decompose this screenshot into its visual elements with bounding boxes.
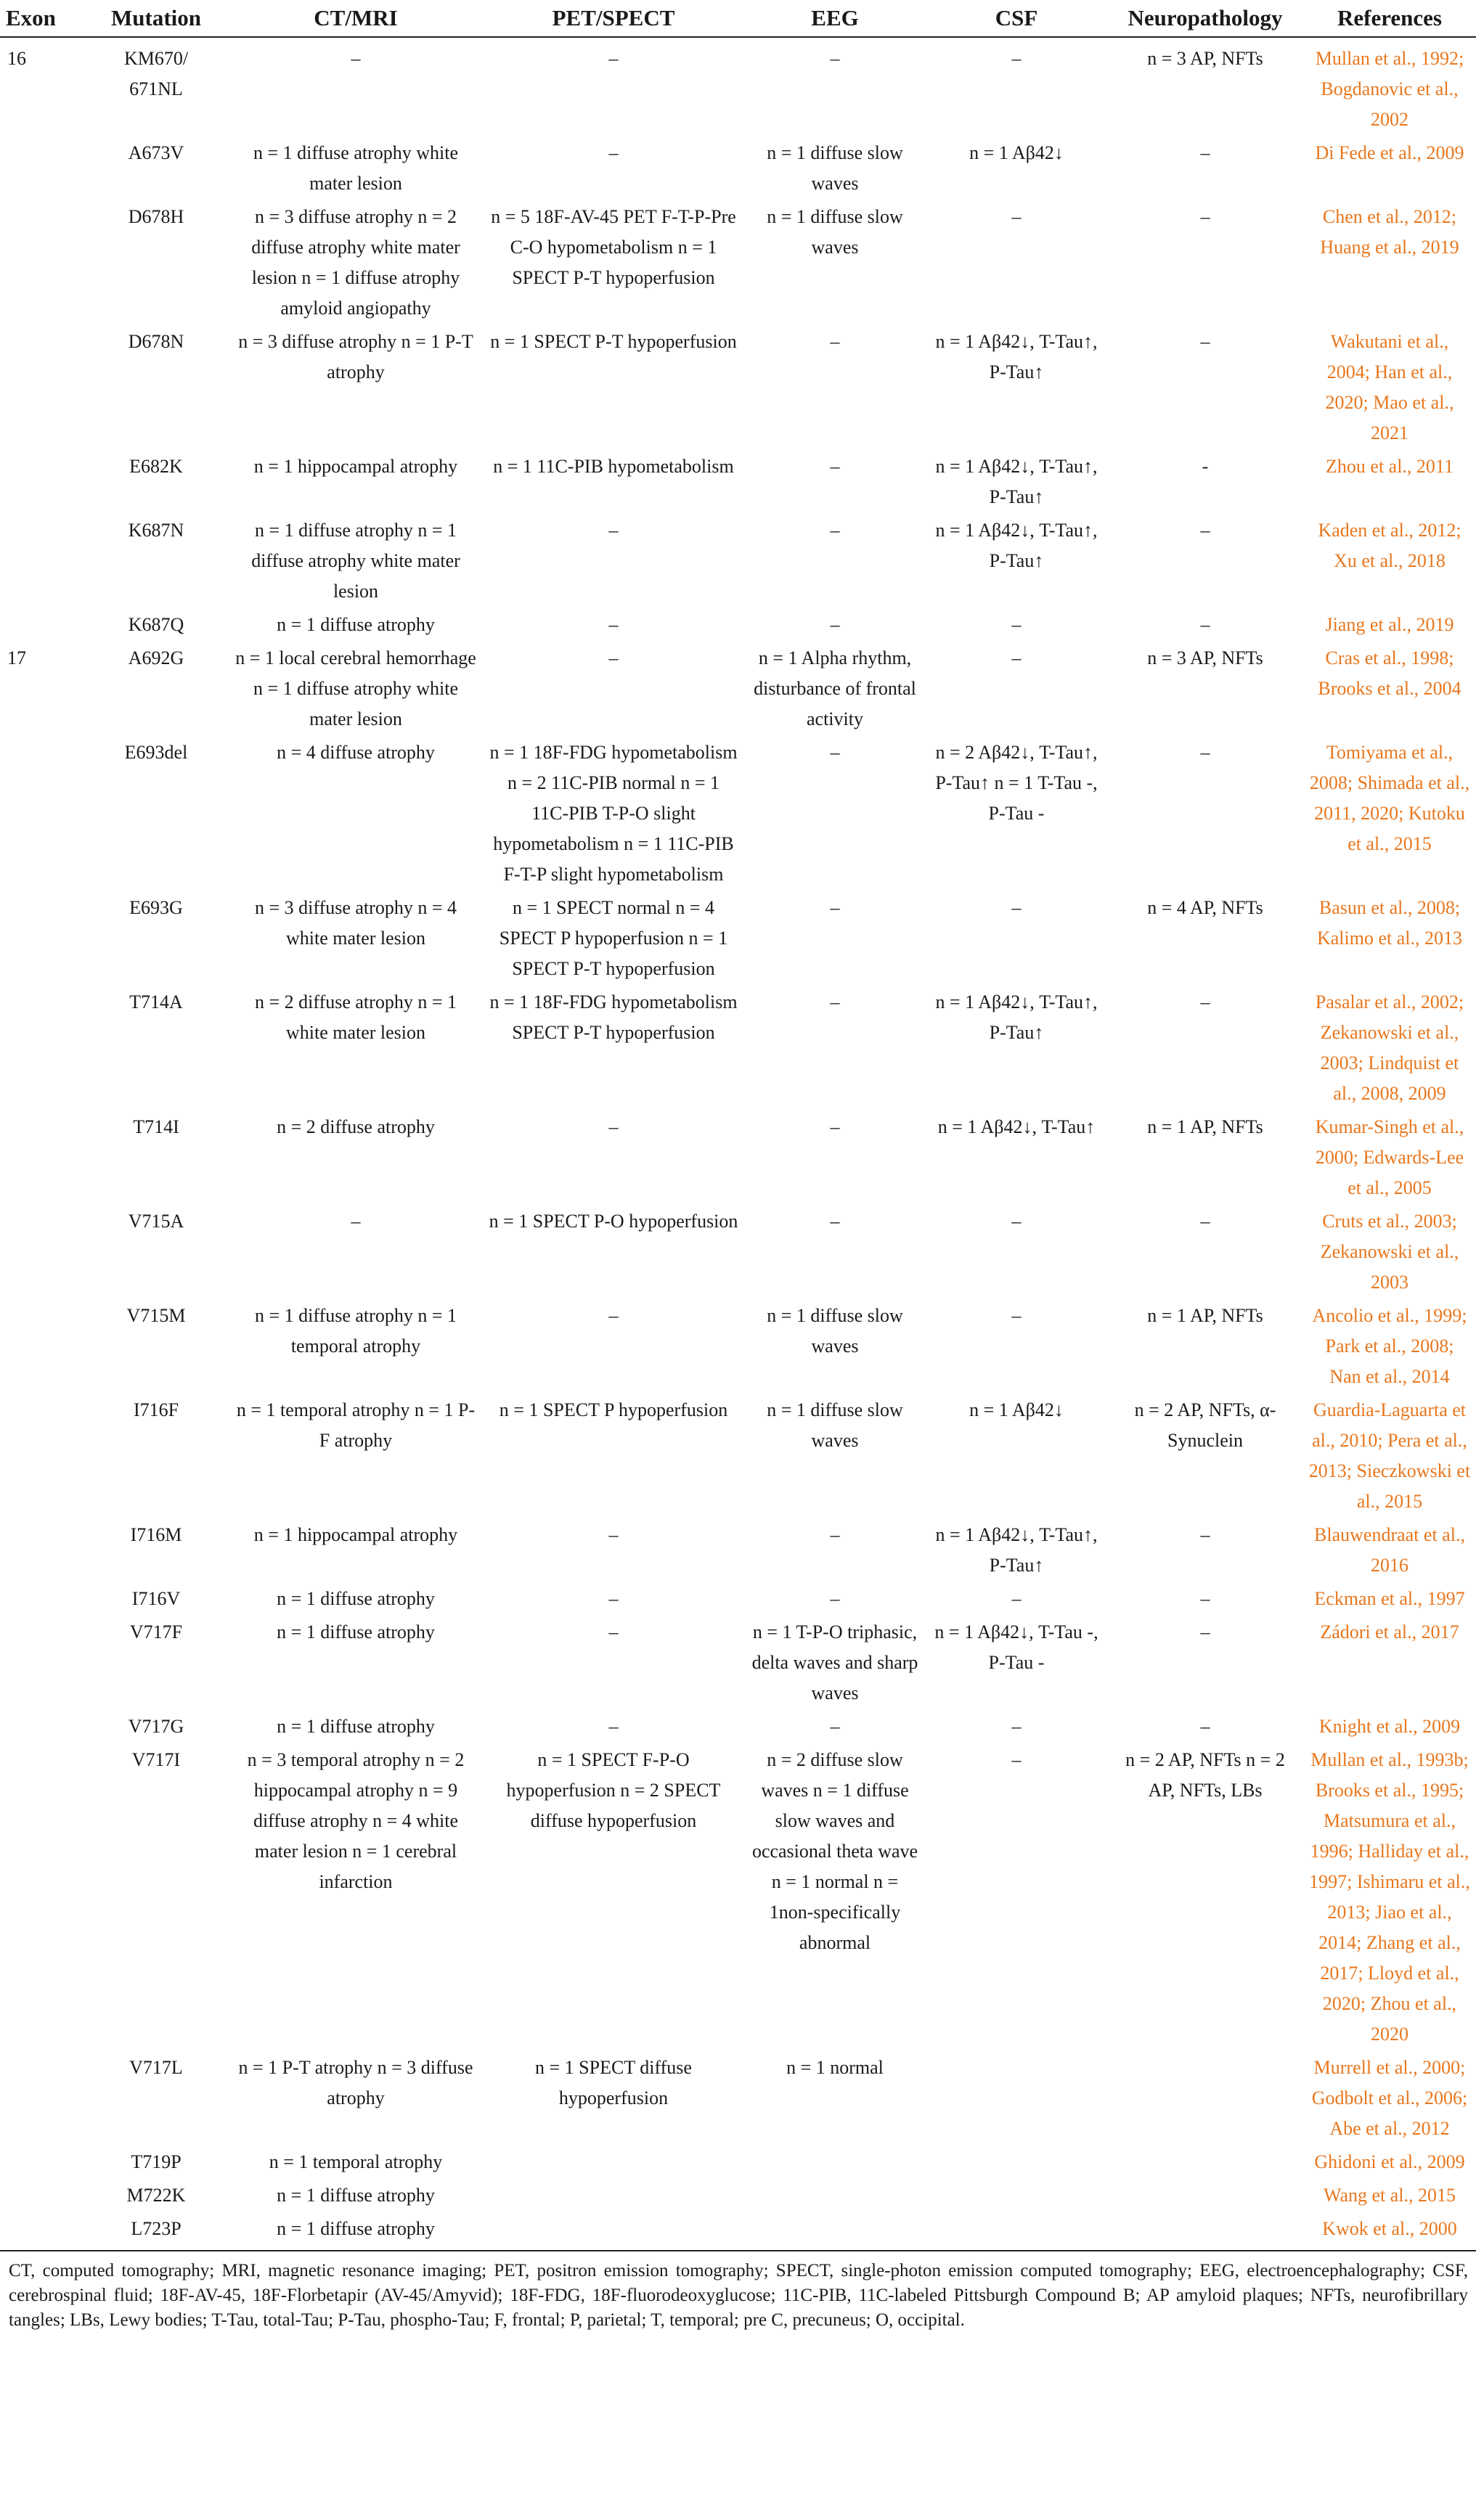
csf-cell: – [1011,1305,1022,1326]
exon-cell [0,2051,83,2145]
references-cell[interactable]: Zhou et al., 2011 [1326,456,1453,477]
mutation-cell: V715A [128,1211,184,1232]
table-body [0,37,1476,2246]
footnote-rule [0,2250,1476,2251]
pet-spect-cell: n = 1 SPECT P-O hypoperfusion [489,1211,738,1232]
csf-cell [926,2145,1107,2179]
header-ct-mri: CT/MRI [229,0,483,37]
header-pet-spect: PET/SPECT [483,0,744,37]
neuropathology-cell [1107,2179,1303,2212]
pet-spect-cell: – [608,48,619,69]
ct-mri-cell: n = 4 diffuse atrophy [277,742,435,763]
references-cell[interactable]: Mullan et al., 1992; Bogdanovic et al., 2002 [1315,48,1464,130]
mutation-cell: I716F [133,1399,179,1420]
eeg-cell [744,2145,926,2179]
mutation-cell: E693del [124,742,188,763]
pet-spect-cell: – [608,1621,619,1642]
references-cell[interactable]: Di Fede et al., 2009 [1315,142,1464,163]
exon-cell [0,2212,83,2246]
neuropathology-cell: – [1200,206,1210,227]
table-row [0,891,1476,986]
references-cell[interactable]: Kumar-Singh et al., 2000; Edwards-Lee et al., 2005 [1315,1116,1464,1198]
csf-cell [926,2212,1107,2246]
ct-mri-cell: n = 1 P-T atrophy n = 3 diffuse atrophy [238,2057,473,2108]
neuropathology-cell: – [1200,991,1210,1012]
ct-mri-cell: n = 1 diffuse atrophy n = 1 temporal atrophy [255,1305,457,1357]
pet-spect-cell [483,2212,744,2246]
header-csf: CSF [926,0,1107,37]
neuropathology-cell: – [1200,1716,1210,1737]
eeg-cell: – [830,1524,840,1545]
ct-mri-cell: n = 2 diffuse atrophy n = 1 white mater lesion [255,991,457,1043]
exon-cell [0,325,83,450]
pet-spect-cell: – [608,647,619,668]
exon-cell [0,1299,83,1394]
eeg-cell: n = 1 diffuse slow waves [767,142,903,194]
pet-spect-cell: – [608,1524,619,1545]
csf-cell: n = 1 Aβ42↓, T-Tau↑, P-Tau↑ [935,520,1098,571]
references-cell[interactable]: Blauwendraat et al., 2016 [1314,1524,1465,1576]
header-references: References [1303,0,1476,37]
exon-cell [0,608,83,642]
eeg-cell: – [830,1211,840,1232]
neuropathology-cell: n = 3 AP, NFTs [1147,48,1263,69]
pet-spect-cell: n = 1 SPECT diffuse hypoperfusion [535,2057,692,2108]
ct-mri-cell: n = 3 diffuse atrophy n = 1 P-T atrophy [238,331,473,382]
mutation-cell: V717L [129,2057,183,2078]
csf-cell: – [1011,897,1022,918]
exon-cell [0,2179,83,2212]
neuropathology-cell: n = 4 AP, NFTs [1147,897,1263,918]
mutation-cell: A692G [128,647,184,668]
eeg-cell: – [830,991,840,1012]
ct-mri-cell: n = 2 diffuse atrophy [277,1116,435,1137]
header-eeg: EEG [744,0,926,37]
exon-cell [0,1394,83,1518]
references-cell[interactable]: Zádori et al., 2017 [1320,1621,1459,1642]
pet-spect-cell: n = 1 11C-PIB hypometabolism [493,456,734,477]
neuropathology-cell: n = 3 AP, NFTs [1147,647,1263,668]
exon-cell: 17 [7,647,26,668]
pet-spect-cell: n = 1 SPECT P hypoperfusion [499,1399,728,1420]
mutation-cell: T714A [129,991,183,1012]
exon-cell [0,1616,83,1710]
exon-cell [0,200,83,325]
pet-spect-cell [483,2145,744,2179]
ct-mri-cell: n = 1 diffuse atrophy [277,1588,435,1609]
ct-mri-cell: n = 1 diffuse atrophy [277,2185,435,2206]
eeg-cell: – [830,1116,840,1137]
table-row [0,736,1476,891]
neuropathology-cell: – [1200,331,1210,352]
mutation-cell: V715M [126,1305,186,1326]
table-row [0,1582,1476,1616]
ct-mri-cell: n = 1 diffuse atrophy [277,614,435,635]
neuropathology-cell: – [1200,1524,1210,1545]
pet-spect-cell: n = 1 18F-FDG hypometabolism SPECT P-T hypoperfusion [489,991,738,1043]
eeg-cell [744,2212,926,2246]
mutation-cell: K687Q [128,614,184,635]
table-row [0,37,1476,136]
table-row [0,642,1476,736]
neuropathology-cell: - [1202,456,1209,477]
eeg-cell: – [830,456,840,477]
header-neuropathology: Neuropathology [1107,0,1303,37]
neuropathology-cell: n = 1 AP, NFTs [1147,1116,1263,1137]
references-cell[interactable]: Cruts et al., 2003; Zekanowski et al., 2003 [1320,1211,1459,1293]
csf-cell: n = 1 Aβ42↓ [969,142,1064,163]
exon-cell [0,1205,83,1299]
pet-spect-cell: – [608,1116,619,1137]
csf-cell: – [1011,1716,1022,1737]
eeg-cell: n = 1 Alpha rhythm, disturbance of frontal activity [754,647,916,729]
references-cell[interactable]: Tomiyama et al., 2008; Shimada et al., 2011, 2020; Kutoku et al., 2015 [1309,742,1470,854]
mutation-cell: KM670/ 671NL [123,48,189,99]
csf-cell: n = 1 Aβ42↓, T-Tau -, P-Tau - [934,1621,1098,1673]
eeg-cell: n = 1 diffuse slow waves [767,206,903,258]
references-cell[interactable]: Kaden et al., 2012; Xu et al., 2018 [1318,520,1461,571]
header-exon: Exon [0,0,83,37]
table-row [0,1394,1476,1518]
pet-spect-cell: – [608,1305,619,1326]
eeg-cell: n = 2 diffuse slow waves n = 1 diffuse slow waves and occasional theta wave n = 1 normal n = 1non-specifically abnormal [751,1749,918,1953]
neuropathology-cell: – [1200,1621,1210,1642]
pet-spect-cell: – [608,614,619,635]
neuropathology-cell: – [1200,1588,1210,1609]
csf-cell: n = 1 Aβ42↓, T-Tau↑, P-Tau↑ [935,331,1098,382]
mutation-cell: M722K [126,2185,186,2206]
references-cell[interactable]: Eckman et al., 1997 [1314,1588,1465,1609]
header-mutation: Mutation [83,0,229,37]
references-cell[interactable]: Kwok et al., 2000 [1322,2218,1457,2239]
neuropathology-cell: – [1200,742,1210,763]
exon-cell [0,1582,83,1616]
table-row [0,514,1476,608]
csf-cell [926,2179,1107,2212]
neuropathology-cell: – [1200,1211,1210,1232]
pet-spect-cell: – [608,1588,619,1609]
csf-cell: n = 2 Aβ42↓, T-Tau↑, P-Tau↑ n = 1 T-Tau -, P-Tau - [935,742,1098,824]
exon-cell [0,1743,83,2051]
mutation-cell: A673V [128,142,184,163]
csf-cell: n = 1 Aβ42↓, T-Tau↑, P-Tau↑ [935,991,1098,1043]
pet-spect-cell: n = 1 SPECT P-T hypoperfusion [490,331,737,352]
eeg-cell: n = 1 normal [786,2057,884,2078]
ct-mri-cell: n = 1 temporal atrophy n = 1 P-F atrophy [236,1399,476,1451]
csf-cell: – [1011,1211,1022,1232]
pet-spect-cell: – [608,520,619,541]
mutation-cell: I716V [131,1588,181,1609]
csf-cell: – [1011,614,1022,635]
eeg-cell [744,2179,926,2212]
table-row [0,136,1476,200]
references-cell[interactable]: Wang et al., 2015 [1323,2185,1456,2206]
eeg-cell: n = 1 diffuse slow waves [767,1399,903,1451]
neuropathology-cell [1107,2212,1303,2246]
exon-cell [0,450,83,514]
eeg-cell: n = 1 T-P-O triphasic, delta waves and sharp waves [751,1621,918,1703]
table-row [0,450,1476,514]
references-cell[interactable]: Cras et al., 1998; Brooks et al., 2004 [1318,647,1461,699]
neuropathology-cell: – [1200,520,1210,541]
references-cell[interactable]: Ancolio et al., 1999; Park et al., 2008; Nan et al., 2014 [1312,1305,1467,1387]
ct-mri-cell: n = 3 diffuse atrophy n = 4 white mater lesion [255,897,457,949]
table-row [0,200,1476,325]
neuropathology-cell: n = 1 AP, NFTs [1147,1305,1263,1326]
ct-mri-cell: n = 1 temporal atrophy [269,2151,443,2172]
ct-mri-cell: n = 1 diffuse atrophy [277,1716,435,1737]
pet-spect-cell: – [608,1716,619,1737]
csf-cell: – [1011,647,1022,668]
ct-mri-cell: n = 1 hippocampal atrophy [253,1524,458,1545]
neuropathology-cell: – [1200,142,1210,163]
mutation-cell: E682K [129,456,183,477]
eeg-cell: – [830,331,840,352]
table-row [0,2051,1476,2145]
csf-cell: n = 1 Aβ42↓, T-Tau↑ [937,1116,1096,1137]
exon-cell [0,1518,83,1582]
mutation-cell: D678H [128,206,184,227]
neuropathology-cell: n = 2 AP, NFTs n = 2 AP, NFTs, LBs [1125,1749,1285,1801]
neuropathology-cell: n = 2 AP, NFTs, α-Synuclein [1134,1399,1276,1451]
eeg-cell: – [830,742,840,763]
mutation-cell: V717G [128,1716,184,1737]
references-cell[interactable]: Guardia-Laguarta et al., 2010; Pera et al., 2013; Sieczkowski et al., 2015 [1308,1399,1471,1512]
references-cell[interactable]: Knight et al., 2009 [1318,1716,1461,1737]
neuropathology-cell: – [1200,614,1210,635]
pet-spect-cell: n = 5 18F-AV-45 PET F-T-P-Pre C-O hypometabolism n = 1 SPECT P-T hypoperfusion [491,206,736,288]
ct-mri-cell: n = 1 diffuse atrophy white mater lesion [253,142,459,194]
table-row [0,2212,1476,2246]
csf-cell: – [1011,1749,1022,1770]
ct-mri-cell: n = 1 diffuse atrophy [277,2218,435,2239]
eeg-cell: – [830,1716,840,1737]
table-row [0,325,1476,450]
neuropathology-cell [1107,2051,1303,2145]
csf-cell: n = 1 Aβ42↓, T-Tau↑, P-Tau↑ [935,456,1098,507]
exon-cell [0,1710,83,1743]
csf-cell: – [1011,1588,1022,1609]
table-row [0,1518,1476,1582]
ct-mri-cell: n = 1 diffuse atrophy [277,1621,435,1642]
exon-cell [0,514,83,608]
csf-cell: n = 1 Aβ42↓, T-Tau↑, P-Tau↑ [935,1524,1098,1576]
eeg-cell: n = 1 diffuse slow waves [767,1305,903,1357]
pet-spect-cell: – [608,142,619,163]
table-row [0,1110,1476,1205]
exon-cell [0,986,83,1110]
table-row [0,1616,1476,1710]
mutation-cell: L723P [131,2218,182,2239]
references-cell[interactable]: Mullan et al., 1993b; Brooks et al., 1995; Matsumura et al., 1996; Halliday et al., 1997; Ishimaru et al., 2013; Jiao et al., 2014; Zhang et al., 2017; Lloyd et al., 2020; Zhou et al., 2020 [1309,1749,1470,2045]
eeg-cell: – [830,614,840,635]
references-cell[interactable]: Wakutani et al., 2004; Han et al., 2020; Mao et al., 2021 [1325,331,1454,443]
mutation-cell: T719P [131,2151,182,2172]
csf-cell [926,2051,1107,2145]
ct-mri-cell: n = 3 diffuse atrophy n = 2 diffuse atrophy white mater lesion n = 1 diffuse atrophy amyloid angiopathy [251,206,460,319]
eeg-cell: – [830,520,840,541]
header-row [0,0,1476,37]
eeg-cell: – [830,1588,840,1609]
table-row [0,986,1476,1110]
exon-cell: 16 [7,48,26,69]
neuropathology-cell [1107,2145,1303,2179]
mutation-cell: K687N [128,520,184,541]
references-cell[interactable]: Ghidoni et al., 2009 [1314,2151,1465,2172]
exon-cell [0,891,83,986]
table-row [0,608,1476,642]
table-row [0,2145,1476,2179]
table-row [0,1299,1476,1394]
eeg-cell: – [830,897,840,918]
csf-cell: – [1011,206,1022,227]
csf-cell: – [1011,48,1022,69]
pet-spect-cell: n = 1 SPECT F-P-O hypoperfusion n = 2 SPECT diffuse hypoperfusion [506,1749,721,1831]
references-cell[interactable]: Jiang et al., 2019 [1325,614,1454,635]
table-footnote: CT, computed tomography; MRI, magnetic resonance imaging; PET, positron emission tomography; SPECT, single-photon emission computed tomography; EEG, electroencephalography; CSF, cerebrospinal fluid; 18F-AV-45, 18F-Florbetapir (AV-45/Amyvid); 18F-FDG, 18F-fluorodeoxyglucose; 11C-PIB, 11C-labeled Pittsburgh Compound B; AP amyloid plaques; NFTs, neurofibrillary tangles; LBs, Lewy bodies; T-Tau, total-Tau; P-Tau, phospho-Tau; F, frontal; P, parietal; T, temporal; pre C, precuneus; O, occipital. [9,2261,1468,2330]
exon-cell [0,1110,83,1205]
ct-mri-cell: n = 1 diffuse atrophy n = 1 diffuse atrophy white mater lesion [251,520,460,602]
ct-mri-cell: n = 3 temporal atrophy n = 2 hippocampal atrophy n = 9 diffuse atrophy n = 4 white mater lesion n = 1 cerebral infarction [247,1749,465,1892]
table-row [0,1710,1476,1743]
references-cell[interactable]: Pasalar et al., 2002; Zekanowski et al., 2003; Lindquist et al., 2008, 2009 [1315,991,1464,1104]
ct-mri-cell: n = 1 local cerebral hemorrhage n = 1 diffuse atrophy white mater lesion [235,647,476,729]
references-cell[interactable]: Basun et al., 2008; Kalimo et al., 2013 [1316,897,1462,949]
mutation-cell: V717F [129,1621,183,1642]
eeg-cell: – [830,48,840,69]
references-cell[interactable]: Murrell et al., 2000; Godbolt et al., 2006; Abe et al., 2012 [1311,2057,1468,2139]
table-row [0,1743,1476,2051]
exon-cell [0,2145,83,2179]
ct-mri-cell: n = 1 hippocampal atrophy [253,456,458,477]
csf-cell: n = 1 Aβ42↓ [969,1399,1064,1420]
mutation-cell: V717I [131,1749,181,1770]
pet-spect-cell [483,2179,744,2212]
references-cell[interactable]: Chen et al., 2012; Huang et al., 2019 [1320,206,1459,258]
ct-mri-cell: – [351,48,361,69]
table-row [0,1205,1476,1299]
mutation-cell: T714I [133,1116,179,1137]
pet-spect-cell: n = 1 18F-FDG hypometabolism n = 2 11C-PIB normal n = 1 11C-PIB T-P-O slight hypometabolism n = 1 11C-PIB F-T-P slight hypometabolism [489,742,738,885]
mutation-cell: I716M [130,1524,182,1545]
exon-cell [0,736,83,891]
mutation-cell: E693G [129,897,183,918]
ct-mri-cell: – [351,1211,361,1232]
mutation-cell: D678N [128,331,184,352]
table-row [0,2179,1476,2212]
pet-spect-cell: n = 1 SPECT normal n = 4 SPECT P hypoperfusion n = 1 SPECT P-T hypoperfusion [499,897,728,979]
exon-cell [0,136,83,200]
